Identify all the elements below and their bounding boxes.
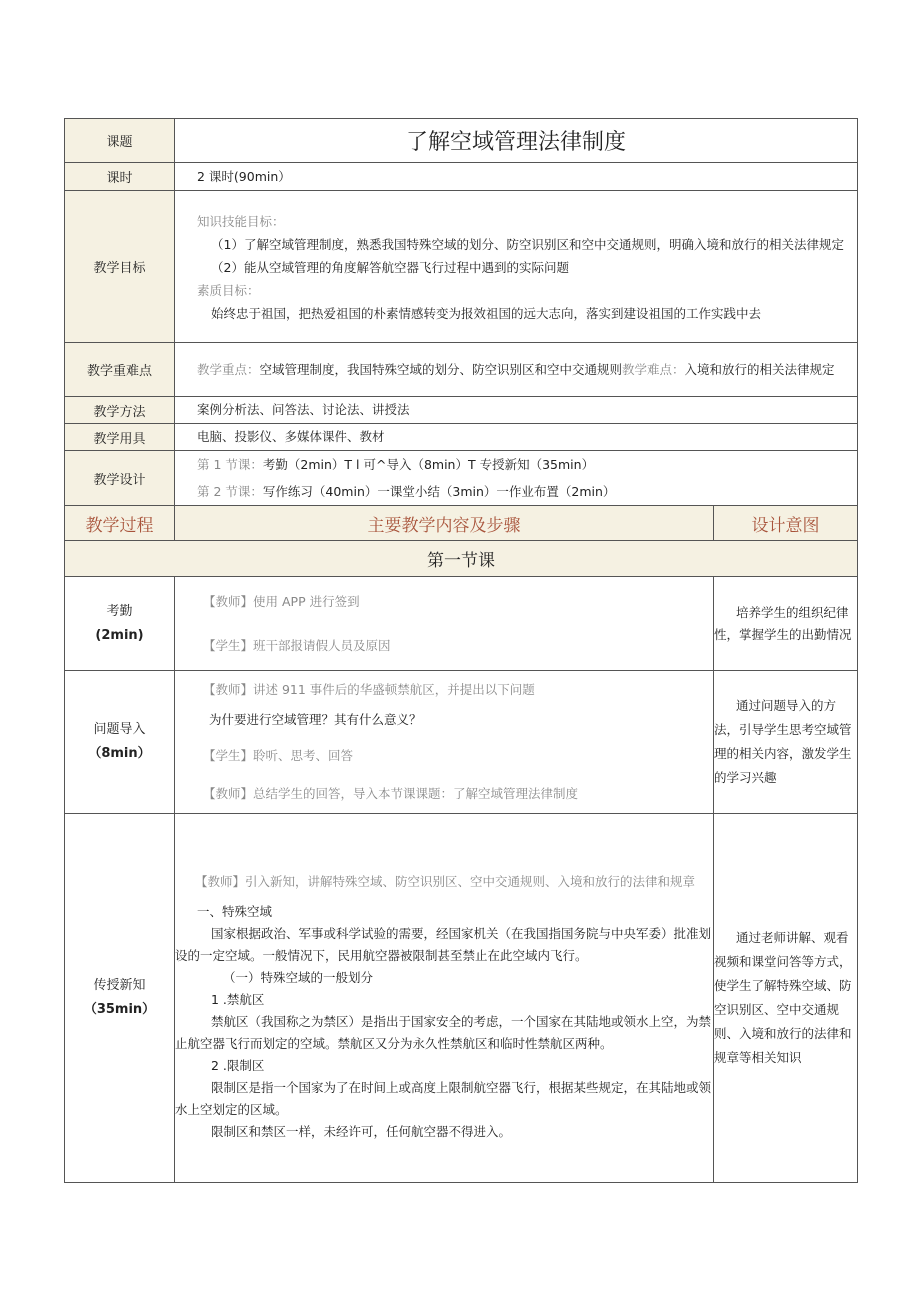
- teach-para-4: 限制区和禁区一样，未经许可，任何航空器不得进入。: [211, 1124, 512, 1139]
- teach-teacher: 【教师】引入新知，讲解特殊空域、防空识别区、空中交通规则、入境和放行的法律和规章: [195, 874, 696, 889]
- design-session-2: [197, 478, 857, 505]
- teach-row: [65, 814, 858, 1183]
- intro-content: [175, 671, 714, 814]
- key-row: [65, 343, 858, 397]
- intro-student: 【学生】聆听、思考、回答: [203, 748, 354, 763]
- lesson1-row: [65, 541, 858, 577]
- tools-row: [65, 424, 858, 451]
- key-difficulty-text: 入境和放行的相关法律规定: [684, 362, 835, 377]
- process-header-row: [65, 506, 858, 541]
- goal-quality-text: 始终忠于祖国，把热爱祖国的朴素情感转变为报效祖国的远大志向，落实到建设祖国的工作实践中去: [211, 306, 762, 321]
- goal-item-2: （2）能从空域管理的角度解答航空器飞行过程中遇到的实际问题: [211, 260, 569, 275]
- teach-label-cell: [65, 814, 175, 1183]
- attendance-row: [65, 577, 858, 671]
- teach-heading-1: 一、特殊空域: [197, 904, 273, 919]
- design-label: 教学设计: [65, 451, 175, 506]
- attendance-content: [175, 577, 714, 671]
- lesson1-header: 第一节课: [65, 541, 858, 577]
- goal-row: [65, 191, 858, 343]
- topic-label: 课题: [65, 119, 175, 163]
- intro-question: 为什要进行空域管理？其有什么意义？: [209, 712, 422, 727]
- key-focus-title: 教学重点：: [197, 362, 260, 377]
- goal-item-1: （1）了解空域管理制度，熟悉我国特殊空域的划分、防空识别区和空中交通规则，明确入境和放行的相关法律规定: [211, 237, 844, 252]
- design-s1-title: 第 1 节课：: [197, 457, 263, 472]
- design-s2-title: 第 2 节课：: [197, 484, 263, 499]
- process-col-1: 教学过程: [65, 506, 175, 541]
- hours-row: [65, 163, 858, 191]
- goal-content: [175, 191, 858, 343]
- intro-label: 问题导入: [93, 722, 146, 737]
- attendance-label-cell: [65, 577, 175, 671]
- key-focus-text: 空域管理制度，我国特殊空域的划分、防空识别区和空中交通规则: [259, 362, 623, 377]
- teach-label: 传授新知: [93, 978, 146, 993]
- attendance-label: 考勤: [106, 603, 133, 619]
- teach-heading-4: 2 .限制区: [211, 1058, 265, 1073]
- teach-time: （35min）: [83, 1002, 156, 1017]
- design-content: [175, 451, 858, 506]
- attendance-intent: 培养学生的组织纪律性，掌握学生的出勤情况: [714, 577, 858, 671]
- intro-label-cell: [65, 671, 175, 814]
- topic-row: [65, 119, 858, 163]
- teach-heading-3: 1 .禁航区: [211, 992, 265, 1007]
- method-value: 案例分析法、问答法、讨论法、讲授法: [175, 397, 858, 424]
- goal-knowledge-title: 知识技能目标：: [197, 214, 285, 229]
- hours-label: 课时: [65, 163, 175, 191]
- intro-intent: 通过问题导入的方法，引导学生思考空域管理的相关内容，激发学生的学习兴趣: [714, 671, 858, 814]
- teach-para-1: 国家根据政治、军事或科学试验的需要，经国家机关（在我国指国务院与中央军委）批准划设的一定空域。一般情况下，民用航空器被限制甚至禁止在此空域内飞行。: [175, 926, 712, 963]
- design-s1-text: 考勤（2min）T l 可^导入（8min）T 专授新知（35min）: [262, 457, 595, 472]
- attendance-time: (2min): [95, 627, 144, 643]
- attendance-teacher: 【教师】使用 APP 进行签到: [203, 593, 360, 609]
- lesson-plan-table: [64, 118, 858, 1183]
- teach-intent: 通过老师讲解、观看视频和课堂问答等方式，使学生了解特殊空域、防空识别区、空中交通规则、入境和放行的法律和规章等相关知识: [714, 814, 858, 1183]
- goal-quality-title: 素质目标：: [197, 283, 260, 298]
- intro-teacher-1: 【教师】讲述 911 事件后的华盛顿禁航区，并提出以下问题: [203, 682, 535, 697]
- topic-title: 了解空域管理法律制度: [175, 119, 858, 163]
- key-label: 教学重难点: [65, 343, 175, 397]
- design-row: [65, 451, 858, 506]
- design-session-1: [197, 451, 857, 478]
- tools-value: 电脑、投影仪、多媒体课件、教材: [175, 424, 858, 451]
- key-content: [175, 343, 858, 397]
- intro-time: （8min）: [88, 746, 151, 761]
- method-label: 教学方法: [65, 397, 175, 424]
- teach-content: [175, 814, 714, 1183]
- key-difficulty-title: 教学难点：: [622, 362, 685, 377]
- teach-heading-2: （一）特殊空域的一般划分: [223, 970, 374, 985]
- teach-para-3: 限制区是指一个国家为了在时间上或高度上限制航空器飞行，根据某些规定，在其陆地或领水上空划定的区域。: [175, 1080, 712, 1117]
- intro-row: [65, 671, 858, 814]
- teach-para-2: 禁航区（我国称之为禁区）是指出于国家安全的考虑，一个国家在其陆地或领水上空，为禁止航空器飞行而划定的空域。禁航区又分为永久性禁航区和临时性禁航区两种。: [175, 1014, 712, 1051]
- process-col-3: 设计意图: [714, 506, 858, 541]
- design-s2-text: 写作练习（40min）一课堂小结（3min）一作业布置（2min）: [262, 484, 616, 499]
- method-row: [65, 397, 858, 424]
- hours-value: 2 课时(90min）: [175, 163, 858, 191]
- intro-teacher-2: 【教师】总结学生的回答，导入本节课课题：了解空域管理法律制度: [203, 786, 579, 801]
- attendance-student: 【学生】班干部报请假人员及原因: [203, 637, 391, 653]
- goal-label: 教学目标: [65, 191, 175, 343]
- tools-label: 教学用具: [65, 424, 175, 451]
- process-col-2: 主要教学内容及步骤: [175, 506, 714, 541]
